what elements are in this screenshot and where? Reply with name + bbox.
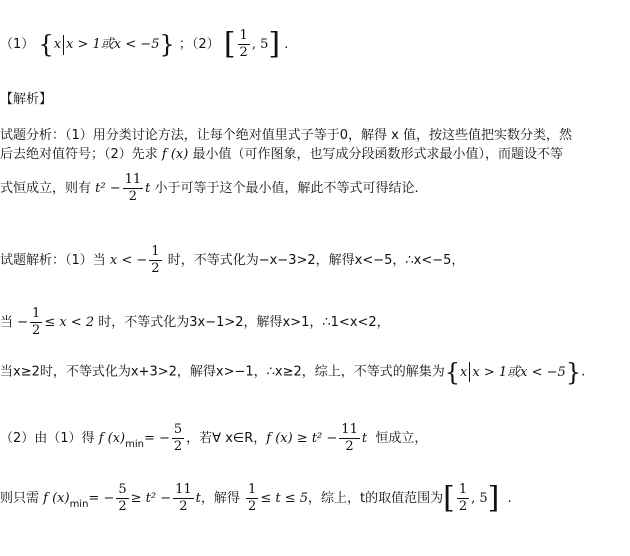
answer-line bbox=[0, 28, 288, 61]
answer-period: . bbox=[284, 37, 289, 52]
analysis-line-2: 后去绝对值符号；（2）先求 f (x) 最小值（可作图象，也写成分段函数形式求最小值），而题设不等 bbox=[0, 147, 563, 162]
analysis-line-3: 式恒成立，则有 t² − $\frac{11}{2}$ t 小于可等于这个最小值，解此不等式可得结论. bbox=[0, 172, 419, 204]
solution-line-3: 当x≥2时，不等式化为x+3>2，解得x>−1，∴x≥2，综上，不等式的解集为{x x > 1或x < −5}. bbox=[0, 358, 586, 386]
answer-set-1: {x x > 1或x < −5} bbox=[38, 30, 175, 59]
solution-line-2: 当 − $\frac{1}{2}$ ≤ x < 2 时，不等式化为3x−1>2，解得x>1，∴1<x<2， bbox=[0, 306, 390, 338]
solution-line-5: 则只需 f $(x)_{min}=$ − $\frac{5}{2}$ ≥ t² − $\frac{11}{2}$ t，解得 $\frac{1}{2}$ ≤ t ≤ 5，综上，t的取值范围为[ $\frac{1}{2}$ , 5] . bbox=[0, 480, 512, 516]
analysis-line-1: 试题分析：（1）用分类讨论方法，让每个绝对值里式子等于0，解得 x 值，按这些值把实数分类，然 bbox=[0, 128, 573, 143]
solution-line-1: 试题解析：（1）当 x < − $\frac{1}{2}$ 时，不等式化为−x−3>2，解得x<−5，∴x<−5， bbox=[0, 244, 465, 276]
answer-interval-2: [ $\frac{1}{2}$ , 5] bbox=[223, 26, 281, 62]
part2-label: ；（2） bbox=[178, 37, 220, 52]
solution-line-4: （2）由（1）得 f $(x)_{min}=$ − $\frac{5}{2}$ ，若∀ x∈R，f (x) ≥ t² − $\frac{11}{2}$ t 恒成立， bbox=[0, 422, 428, 454]
section-heading: 【解析】 bbox=[0, 92, 53, 107]
part1-label: （1） bbox=[0, 37, 35, 52]
